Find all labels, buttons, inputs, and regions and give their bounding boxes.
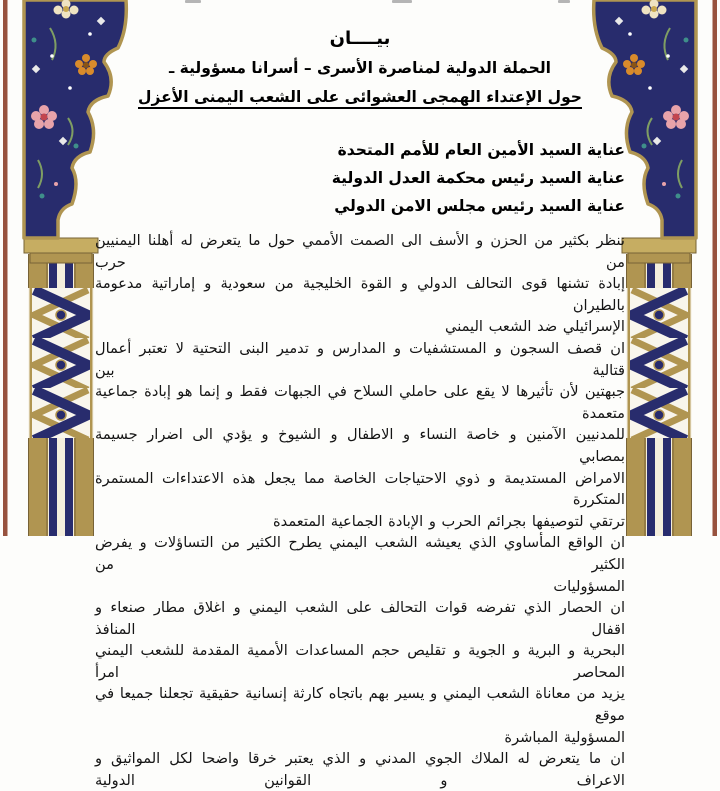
body-line: المسؤوليات: [553, 577, 625, 595]
title-block: [95, 24, 625, 112]
addressee-line-security-council: عناية السيد رئيس مجلس الامن الدولي: [334, 197, 625, 215]
statement-title: بيــــان: [329, 28, 391, 49]
bottom-cutoff-line: ان ما يتعرض له الملاك الجوي المدني و الذي يعتبر خرقا واضحا لكل المواثيق و الاعراف و القوانين الدولية: [95, 750, 625, 789]
body-line: الإسرائيلي ضد الشعب اليمني: [445, 318, 625, 336]
body-line: جبهتين لأن تأثيرها لا يقع على حاملي السلاح في الجبهات فقط و إنما هو إبادة جماعية متعمدة: [95, 383, 625, 422]
body-line: ننظر بكثير من الحزن و الأسف الى الصمت الأممي حول ما يتعرض له أهلنا اليمنيين من حرب: [95, 232, 625, 271]
body-paragraphs: [95, 230, 625, 791]
body-line: ان الواقع المأساوي الذي يعيشه الشعب اليمني يطرح الكثير من التساؤلات و يفرض الكثير من: [95, 534, 625, 573]
body-line: المسؤولية المباشرة: [504, 728, 625, 746]
body-line: ان قصف السجون و المستشفيات و المدارس و تدمير البنى التحتية لا تعتبر أعمال قتالية بين: [95, 339, 625, 379]
campaign-title: الحملة الدولية لمناصرة الأسرى – أسرانا مسؤولية ـ: [168, 59, 551, 77]
subject-underlined-text: حول الإعتداء الهمجى العشوائى على الشعب اليمنى الأعزل: [138, 88, 582, 109]
body-line: يزيد من معاناة الشعب اليمني و يسير بهم باتجاه كارثة إنسانية حقيقية تجعلنا جميعا في موقع: [95, 685, 625, 725]
body-line: البحرية و البرية و الجوية و تقليص حجم المساعدات الأممية المقدمة للشعب اليمني المحاصر امرأ: [95, 642, 625, 681]
body-line: إبادة تشنها قوى التحالف الدولي و القوة الخليجية من سعودية و إماراتية مدعومة بالطيران: [95, 275, 625, 314]
addressee-line-icj-president: عناية السيد رئيس محكمة العدل الدولية: [331, 169, 625, 187]
letter-content: [95, 0, 625, 789]
addressee-line-un-secretary: عناية السيد الأمين العام للأمم المتحدة: [337, 141, 625, 159]
addressees-block: [95, 136, 625, 220]
body-line: ترتقي لتوصيفها بجرائم الحرب و الإبادة الجماعية المتعمدة: [273, 512, 625, 530]
body-line: للمدنيين الآمنين و خاصة النساء و الاطفال و الشيوخ و يؤدي الى اضرار جسيمة بمصابي: [95, 426, 625, 465]
body-line: الامراض المستديمة و ذوي الاحتياجات الخاصة مما يجعل هذه الاعتداءات المستمرة المتكررة: [95, 469, 625, 509]
subject-heading: [95, 83, 625, 112]
body-line: ان الحصار الذي تفرضه قوات التحالف على الشعب اليمني و اغلاق مطار صنعاء و اقفال المنافذ: [95, 599, 625, 638]
